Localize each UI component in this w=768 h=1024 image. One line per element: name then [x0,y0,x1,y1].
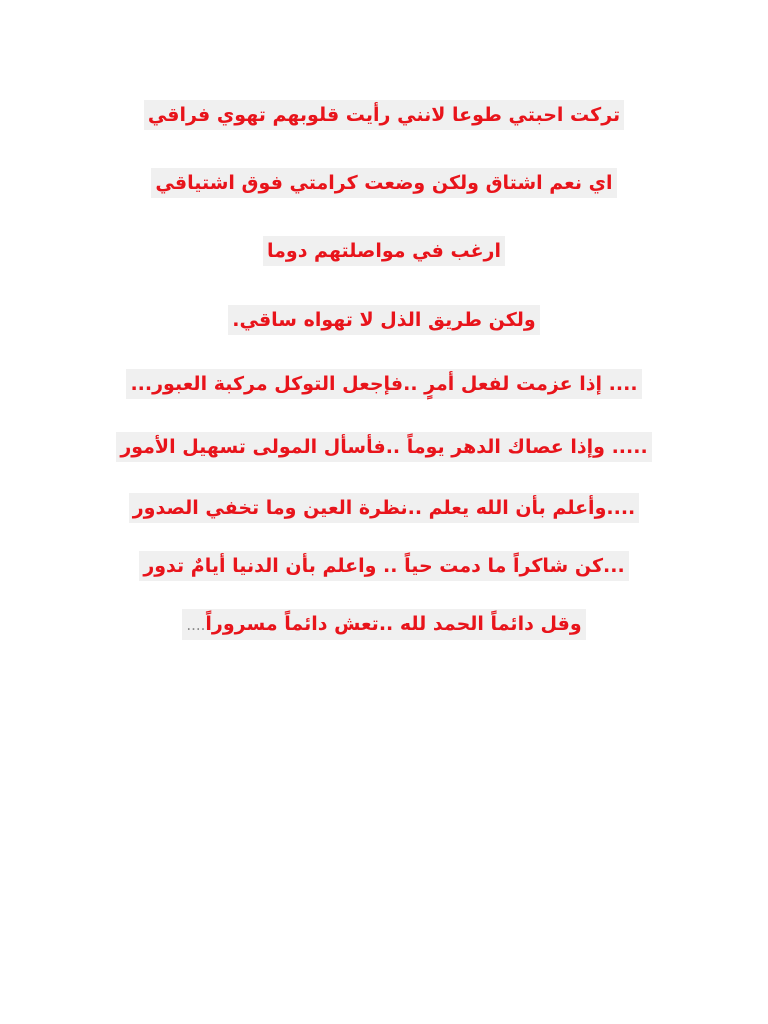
poem-line-9-text: وقل دائماً الحمد لله ..تعش دائماً مسروراً [205,613,582,635]
poem-line-9-highlight [182,609,585,640]
poem-line-3 [0,236,768,266]
poem-line-8 [0,551,768,581]
poem-line-8-text: ...كن شاكراً ما دمت حياً .. واعلم بأن الدنيا أيامٌ تدور [139,551,628,581]
poem-line-2 [0,168,768,198]
poem-line-9-trailing-dots: .... [186,616,206,634]
poem-line-3-text: ارغب في مواصلتهم دوما [263,236,505,266]
poem-line-7-text: ....وأعلم بأن الله يعلم ..نظرة العين وما تخفي الصدور [129,493,640,523]
poem-line-5-text: .... إذا عزمت لفعل أمرٍ ..فإجعل التوكل مركبة العبور... [126,369,641,399]
poem-line-2-text: اي نعم اشتاق ولكن وضعت كرامتي فوق اشتياقي [151,168,616,198]
poem-line-4-text: ولكن طريق الذل لا تهواه ساقي. [228,305,539,335]
poem-line-9 [0,609,768,640]
poem-line-4 [0,305,768,335]
poem-line-6 [0,432,768,462]
poem-line-5 [0,369,768,399]
poem-line-6-text: ..... وإذا عصاك الدهر يوماً ..فأسأل المولى تسهيل الأمور [116,432,651,462]
poem-line-1-text: تركت احبتي طوعا لانني رأيت قلوبهم تهوي فراقي [144,100,624,130]
poem-line-7 [0,493,768,523]
poem-line-1 [0,100,768,130]
